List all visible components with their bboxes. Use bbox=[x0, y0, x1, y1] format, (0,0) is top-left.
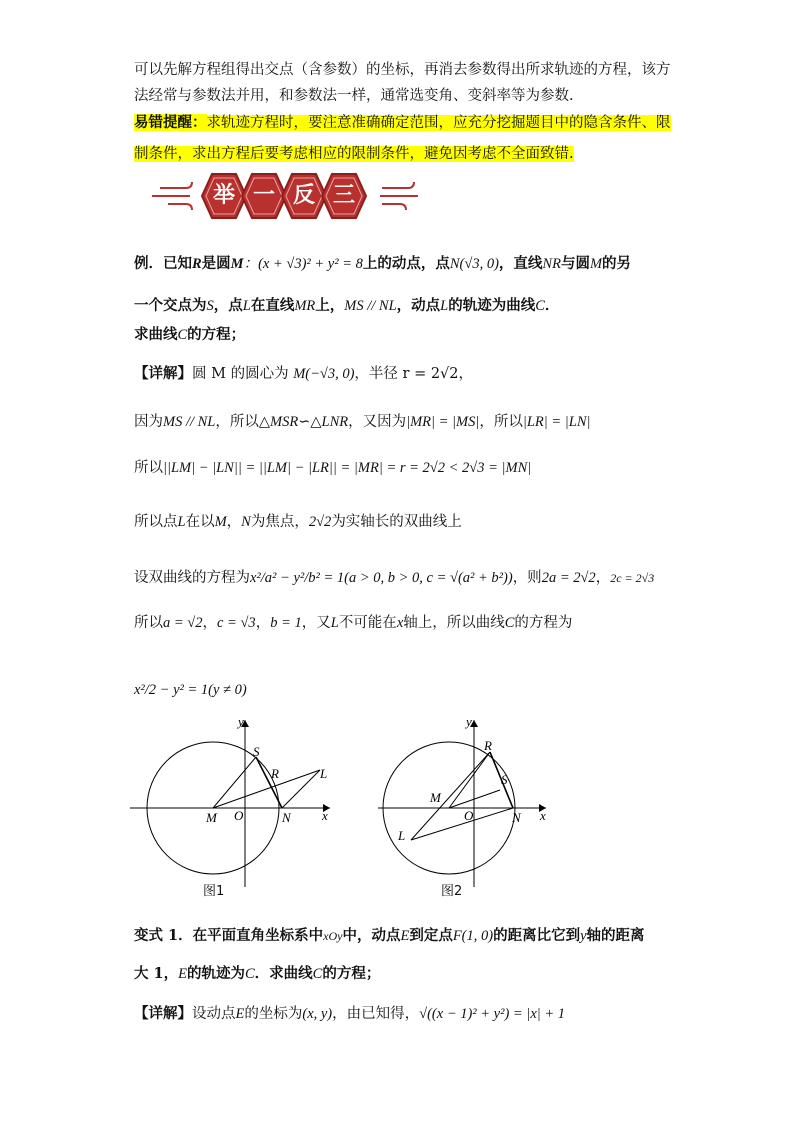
math-L: L bbox=[330, 615, 339, 631]
example-text: 的方程； bbox=[187, 326, 246, 343]
variant-line-3 bbox=[134, 1004, 565, 1024]
figure-2 bbox=[378, 712, 568, 892]
coordinate-system-xOy: xOy bbox=[323, 929, 343, 943]
warning-text-2: 制条件，求出方程后要考虑相应的限制条件，避免因考虑不全面致错. bbox=[134, 146, 574, 162]
solution-text: 轴上，所以曲线 bbox=[403, 615, 505, 631]
math-M: M bbox=[230, 256, 244, 272]
example-text: ． bbox=[544, 297, 560, 314]
math-L: L bbox=[242, 298, 251, 314]
final-answer bbox=[134, 680, 247, 700]
real-axis-length: 2√2 bbox=[308, 514, 332, 530]
banner-char-1: 举 bbox=[212, 183, 235, 208]
point-N: N(√3, 0) bbox=[449, 256, 499, 272]
variant-text: 变式 1．在平面直角坐标系中 bbox=[134, 927, 324, 944]
solution-text: 圆 M 的圆心为 bbox=[192, 366, 294, 382]
solution-line-5 bbox=[134, 568, 654, 588]
intro-line-2: 法经常与参数法并用，和参数法一样，通常选变角、变斜率等为参数. bbox=[134, 88, 574, 104]
solution-text: 在以 bbox=[185, 514, 215, 530]
solution-line-2 bbox=[134, 412, 591, 432]
warning-line-1 bbox=[134, 113, 671, 133]
example-text: 的另 bbox=[602, 255, 632, 272]
solution-label: 【详解】 bbox=[134, 365, 192, 382]
variant-text: ，由已知得， bbox=[332, 1006, 420, 1022]
hyperbola-general-equation: x²/a² − y²/b² = 1(a > 0, b > 0, c = √(a² + b²)) bbox=[250, 570, 513, 586]
solution-text: 不可能在 bbox=[338, 615, 397, 631]
variant-text: 的距离比它到 bbox=[493, 927, 581, 944]
warning-text-1: 求轨迹方程时，要注意准确确定范围，应充分挖掘题目中的隐含条件、限 bbox=[206, 115, 671, 131]
variant-text: 轴的距离 bbox=[586, 927, 645, 944]
math-E: E bbox=[400, 928, 410, 944]
banner-char-3: 反 bbox=[292, 183, 315, 208]
coordinate-xy: (x, y) bbox=[302, 1006, 333, 1022]
point-F: F(1, 0) bbox=[452, 928, 494, 944]
variant-text: 设动点 bbox=[192, 1006, 236, 1022]
circle-equation: ：(x + √3)² + y² = 8 bbox=[243, 256, 363, 272]
distance-difference: ||LM| − |LN|| = ||LM| − |LR|| = |MR| = r = 2√2 < 2√3 = |MN| bbox=[163, 460, 532, 476]
value-c: c = √3 bbox=[217, 615, 256, 631]
math-L: L bbox=[177, 514, 186, 530]
label-O: O bbox=[464, 808, 474, 823]
figure-1 bbox=[130, 712, 340, 892]
math-C: C bbox=[177, 327, 188, 343]
solution-line-3 bbox=[134, 458, 531, 478]
math-M: M bbox=[214, 514, 227, 530]
label-N: N bbox=[282, 810, 291, 825]
example-text: 一个交点为 bbox=[134, 297, 207, 314]
banner-tile-4 bbox=[320, 172, 368, 220]
math-C: C bbox=[535, 298, 545, 314]
math-C: C bbox=[312, 966, 323, 982]
figure-1-caption: 图1 bbox=[203, 884, 225, 899]
segment-SN bbox=[256, 757, 282, 808]
example-text: 在直线 bbox=[250, 297, 295, 314]
label-y: y bbox=[238, 714, 244, 729]
variant-text: 的方程； bbox=[322, 965, 381, 982]
example-text: 与圆 bbox=[560, 255, 590, 272]
math-C: C bbox=[245, 966, 255, 982]
variant-text: 的轨迹为 bbox=[187, 965, 245, 982]
solution-text: 的方程为 bbox=[514, 615, 573, 631]
math-N: N bbox=[241, 514, 251, 530]
warning-line-2 bbox=[134, 144, 574, 164]
equation-2c: 2c = 2√3 bbox=[610, 571, 655, 585]
math-MR: MR bbox=[294, 298, 316, 314]
example-text: 上， bbox=[315, 297, 345, 314]
solution-text: ，所以 bbox=[479, 414, 523, 430]
solution-text: ， bbox=[255, 615, 271, 631]
example-text: 求曲线 bbox=[134, 326, 178, 343]
variant-text: 到定点 bbox=[409, 927, 453, 944]
similar-triangles: △MSR∽△LNR bbox=[258, 414, 349, 430]
label-y: y bbox=[466, 714, 472, 729]
example-text: ，直线 bbox=[498, 255, 543, 272]
math-C: C bbox=[504, 615, 515, 631]
solution-text: 为焦点， bbox=[250, 514, 309, 530]
solution-text: 所以点 bbox=[134, 514, 178, 530]
equation-2a: 2a = 2√2 bbox=[541, 570, 596, 586]
figure-2-caption: 图2 bbox=[441, 884, 463, 899]
math-M: M bbox=[589, 256, 603, 272]
math-y: y bbox=[580, 928, 587, 944]
variant-text: 大 1， bbox=[134, 965, 179, 982]
solution-text: 为实轴长的双曲线上 bbox=[331, 514, 462, 530]
equal-lengths-1: |MR| = |MS| bbox=[406, 414, 480, 430]
solution-text: 因为 bbox=[134, 414, 163, 430]
solution-text: ， bbox=[202, 615, 217, 631]
value-b: b = 1 bbox=[270, 615, 302, 631]
solution-line-6 bbox=[134, 613, 572, 633]
segment-LN bbox=[411, 808, 513, 840]
variant-text: ．求曲线 bbox=[254, 965, 313, 982]
math-S: S bbox=[206, 298, 214, 314]
hyperbola-equation-answer: x²/2 − y² = 1(y ≠ 0) bbox=[134, 682, 247, 698]
segment-RL bbox=[411, 752, 490, 840]
solution-text: ，则 bbox=[512, 570, 542, 586]
example-text: 的轨迹为曲线 bbox=[448, 297, 536, 314]
math-NR: NR bbox=[542, 256, 561, 272]
example-text: 是圆 bbox=[201, 255, 231, 272]
solution-line-1 bbox=[134, 364, 473, 384]
solution-label: 【详解】 bbox=[134, 1005, 192, 1022]
intro-line-1: 可以先解方程组得出交点（含参数）的坐标，再消去参数得出所求轨迹的方程，该方 bbox=[134, 62, 671, 78]
math-E: E bbox=[178, 966, 187, 982]
example-text: ，动点 bbox=[396, 297, 441, 314]
example-text: 上的动点，点 bbox=[362, 255, 450, 272]
variant-text: 中，动点 bbox=[342, 927, 401, 944]
math-L: L bbox=[440, 298, 449, 314]
example-line-1 bbox=[134, 254, 631, 274]
example-line-3 bbox=[134, 325, 245, 345]
label-O: O bbox=[234, 808, 244, 823]
label-M: M bbox=[206, 810, 217, 825]
solution-text: ， bbox=[595, 570, 611, 586]
banner-char-4: 三 bbox=[332, 183, 355, 208]
label-x: x bbox=[540, 808, 546, 823]
equal-lengths-2: |LR| = |LN| bbox=[522, 414, 591, 430]
label-L: L bbox=[398, 828, 406, 843]
example-text: 例．已知 bbox=[134, 255, 192, 272]
warning-label: 易错提醒： bbox=[134, 114, 207, 131]
radius-text: ，半径 r = 2√2， bbox=[354, 366, 474, 382]
example-text: ，点 bbox=[213, 297, 243, 314]
label-L: L bbox=[320, 766, 328, 781]
label-x: x bbox=[322, 808, 328, 823]
variant-text: 的坐标为 bbox=[244, 1006, 303, 1022]
solution-text: 设双曲线的方程为 bbox=[134, 570, 250, 586]
example-line-2 bbox=[134, 296, 559, 316]
variant-line-1 bbox=[134, 926, 645, 946]
center-M: M(−√3, 0) bbox=[293, 366, 355, 382]
math-E: E bbox=[235, 1006, 245, 1022]
banner-char-2: 一 bbox=[252, 183, 275, 208]
label-S: S bbox=[501, 772, 508, 787]
solution-text: 所以 bbox=[134, 460, 163, 476]
math-R: R bbox=[192, 256, 202, 272]
label-R: R bbox=[484, 738, 492, 753]
math-x: x bbox=[396, 615, 404, 631]
variant-line-2 bbox=[134, 964, 380, 984]
segment-NL bbox=[282, 770, 320, 808]
solution-text: ， bbox=[226, 514, 242, 530]
value-a: a = √2 bbox=[163, 615, 203, 631]
parallel-condition: MS // NL bbox=[163, 414, 216, 430]
label-R: R bbox=[271, 766, 279, 781]
distance-equation: √((x − 1)² + y²) = |x| + 1 bbox=[419, 1006, 566, 1022]
segment-MR bbox=[449, 752, 490, 808]
parallel-condition: MS // NL bbox=[344, 298, 397, 314]
label-M: M bbox=[430, 790, 441, 805]
solution-text: ，又因为 bbox=[348, 414, 407, 430]
solution-text: ，所以 bbox=[215, 414, 259, 430]
label-S: S bbox=[253, 744, 260, 759]
solution-line-4 bbox=[134, 512, 462, 532]
solution-text: ，又 bbox=[301, 615, 331, 631]
label-N: N bbox=[512, 810, 521, 825]
solution-text: 所以 bbox=[134, 615, 163, 631]
